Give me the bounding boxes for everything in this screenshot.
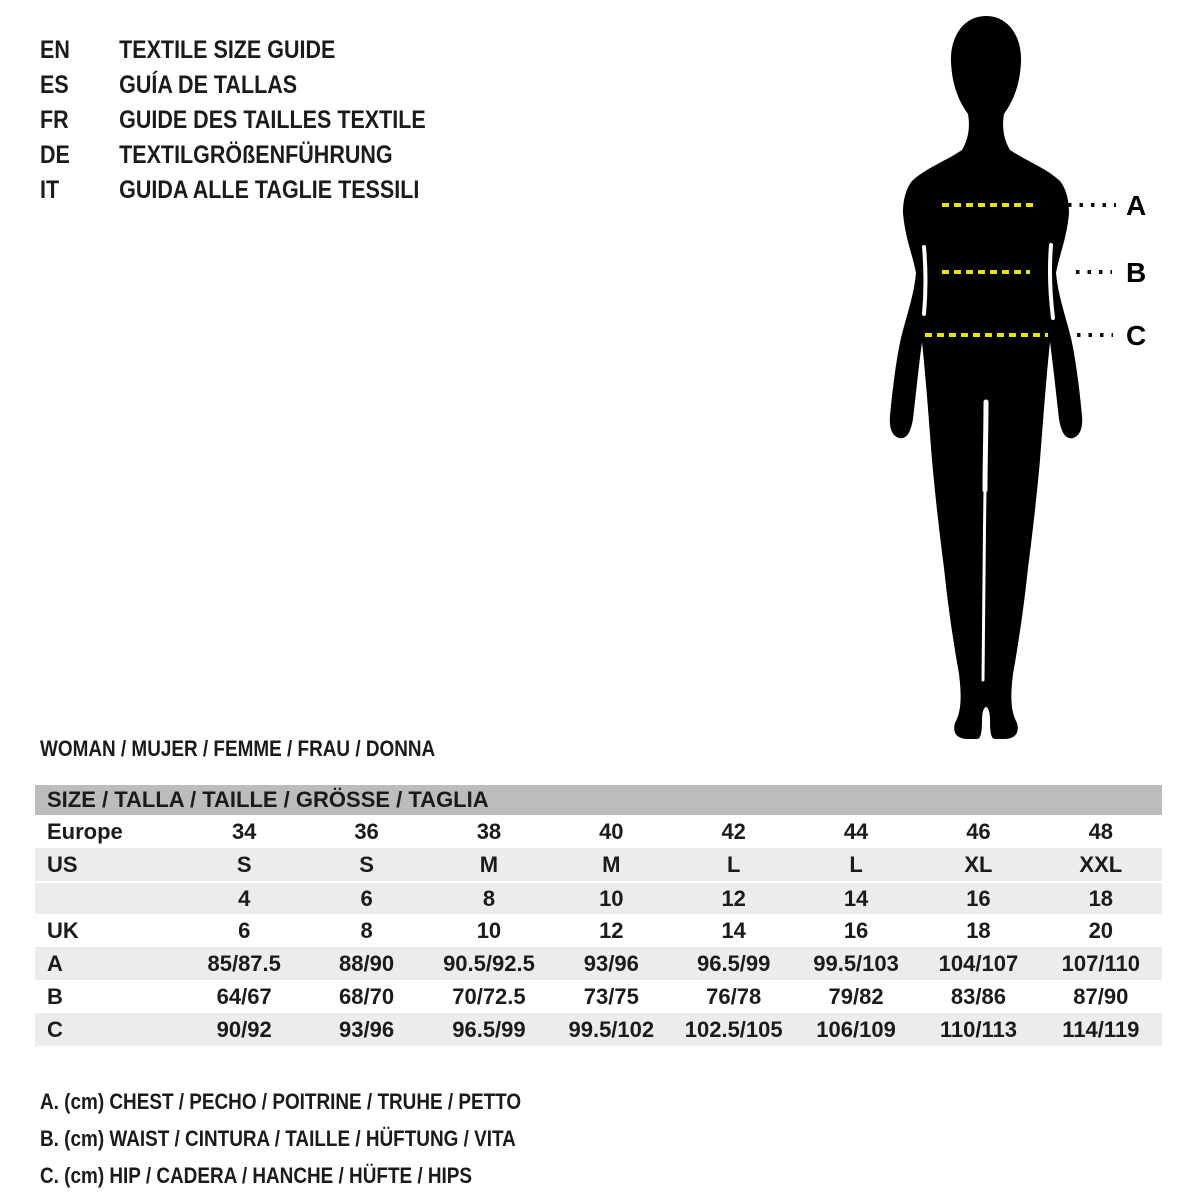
size-cell: 106/109 — [816, 1017, 896, 1042]
size-cell: 99.5/102 — [568, 1017, 655, 1042]
leg-split-lower — [983, 490, 985, 680]
size-cell: 8 — [360, 918, 373, 943]
table-header: SIZE / TALLA / TAILLE / GRÖSSE / TAGLIA — [35, 785, 1162, 815]
row-label: Europe — [47, 819, 123, 844]
size-cell: 18 — [966, 918, 991, 943]
size-cell: 12 — [721, 886, 746, 911]
row-label: B — [47, 984, 63, 1009]
size-cell: 6 — [360, 886, 373, 911]
size-cell: 20 — [1088, 918, 1114, 943]
table-row — [35, 848, 1162, 881]
size-cell: 102.5/105 — [684, 1017, 783, 1042]
table-row — [35, 881, 1162, 914]
size-cell: 85/87.5 — [207, 951, 281, 976]
measurement-legend — [40, 1083, 521, 1194]
size-table — [35, 785, 1162, 1046]
size-cell: 14 — [721, 918, 746, 943]
language-code: DE — [40, 141, 70, 169]
language-row — [40, 173, 426, 208]
marker-label-a: A — [1126, 190, 1147, 221]
row-label: UK — [47, 918, 79, 943]
legend-line: B. (cm) WAIST / CINTURA / TAILLE / HÜFTUNG / VITA — [40, 1126, 516, 1151]
size-cell: 16 — [966, 886, 991, 911]
size-cell: 18 — [1088, 886, 1114, 911]
size-cell: 46 — [966, 819, 991, 844]
language-row — [40, 138, 426, 173]
size-cell: 90/92 — [216, 1017, 272, 1042]
language-title: GUÍA DE TALLAS — [119, 71, 298, 99]
size-cell: 42 — [721, 819, 746, 844]
size-cell: M — [479, 852, 499, 877]
size-cell: 4 — [238, 886, 251, 911]
size-cell: 6 — [238, 918, 251, 943]
size-cell: L — [849, 852, 863, 877]
size-cell: 36 — [354, 819, 379, 844]
size-cell: 76/78 — [706, 984, 762, 1009]
language-row — [40, 33, 426, 68]
language-row — [40, 103, 426, 138]
size-cell: 8 — [482, 886, 496, 911]
size-cell: 93/96 — [583, 951, 639, 976]
row-label: C — [47, 1017, 63, 1042]
silhouette-figure — [880, 12, 1200, 742]
left-arm-gap — [924, 247, 926, 314]
size-cell: 34 — [231, 819, 257, 844]
size-cell: XXL — [1079, 852, 1123, 877]
size-cell: L — [726, 852, 741, 877]
size-cell: 14 — [843, 886, 869, 911]
size-cell: 10 — [476, 918, 502, 943]
size-cell: 107/110 — [1061, 951, 1140, 976]
language-title: GUIDE DES TAILLES TEXTILE — [119, 106, 426, 134]
language-code: EN — [40, 36, 70, 64]
language-title: GUIDA ALLE TAGLIE TESSILI — [119, 176, 420, 204]
table-row — [35, 947, 1162, 980]
legend-line: C. (cm) HIP / CADERA / HANCHE / HÜFTE / HIPS — [40, 1163, 473, 1188]
table-row — [35, 980, 1162, 1013]
size-cell: 40 — [599, 819, 624, 844]
language-code: ES — [40, 71, 69, 99]
language-code: IT — [40, 176, 60, 204]
table-row — [35, 1013, 1162, 1046]
leg-split-upper — [985, 402, 986, 490]
size-cell: 10 — [599, 886, 624, 911]
size-cell: 12 — [599, 918, 624, 943]
marker-label-b: B — [1126, 257, 1147, 288]
marker-label-c: C — [1126, 320, 1147, 351]
language-row — [40, 68, 426, 103]
row-label: US — [47, 852, 78, 877]
size-table-body — [35, 815, 1162, 1046]
size-cell: 88/90 — [339, 951, 395, 976]
size-cell: S — [236, 852, 252, 877]
category-title: WOMAN / MUJER / FEMME / FRAU / DONNA — [40, 736, 436, 761]
size-cell: XL — [964, 852, 993, 877]
size-cell: 90.5/92.5 — [443, 951, 535, 976]
language-title: TEXTILE SIZE GUIDE — [119, 36, 336, 64]
size-cell: S — [359, 852, 374, 877]
size-cell: 96.5/99 — [696, 951, 771, 976]
size-cell: 96.5/99 — [452, 1017, 526, 1042]
size-cell: 68/70 — [339, 984, 395, 1009]
size-cell: 114/119 — [1062, 1017, 1140, 1042]
size-cell: 44 — [843, 819, 869, 844]
size-cell: 87/90 — [1073, 984, 1129, 1009]
size-cell: 99.5/103 — [813, 951, 899, 976]
size-cell: 83/86 — [950, 984, 1006, 1009]
body-shape — [890, 16, 1082, 739]
size-cell: 38 — [476, 819, 502, 844]
size-cell: 104/107 — [938, 951, 1019, 976]
table-row — [35, 914, 1162, 947]
size-cell: 79/82 — [828, 984, 884, 1009]
table-row — [35, 815, 1162, 848]
legend-line: A. (cm) CHEST / PECHO / POITRINE / TRUHE / PETTO — [40, 1089, 522, 1114]
size-cell: 64/67 — [216, 984, 272, 1009]
language-list — [40, 33, 426, 208]
row-label: A — [47, 951, 63, 976]
size-cell: 73/75 — [583, 984, 639, 1009]
size-cell: 110/113 — [939, 1017, 1017, 1042]
size-cell: 70/72.5 — [452, 984, 526, 1009]
size-cell: 48 — [1088, 819, 1114, 844]
language-title: TEXTILGRÖßENFÜHRUNG — [119, 141, 393, 169]
woman-silhouette — [880, 12, 1200, 742]
size-cell: 16 — [843, 918, 869, 943]
size-cell: M — [602, 852, 621, 877]
language-code: FR — [40, 106, 69, 134]
size-cell: 93/96 — [339, 1017, 395, 1042]
row-label — [35, 883, 183, 914]
